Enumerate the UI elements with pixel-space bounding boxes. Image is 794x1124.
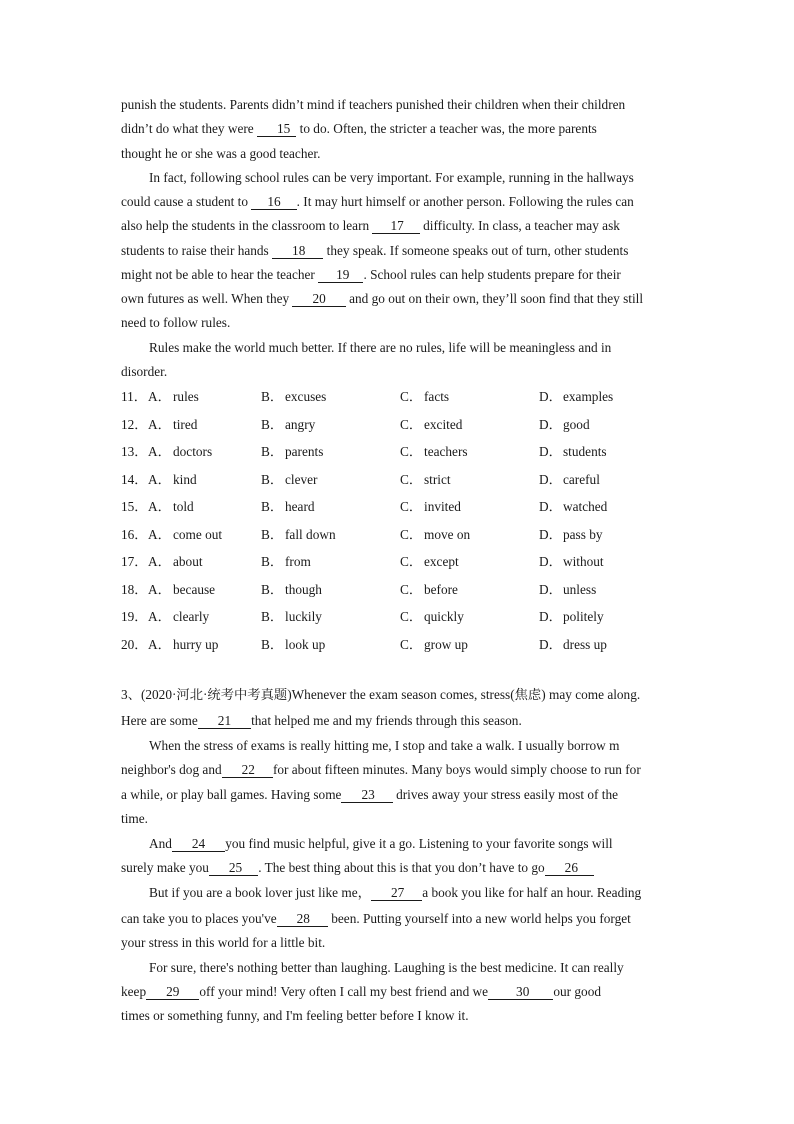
option-a[interactable] bbox=[148, 472, 197, 488]
blank-22[interactable]: 22 bbox=[222, 763, 273, 778]
option-a[interactable] bbox=[148, 417, 197, 433]
text: to do. Often, the stricter a teacher was, the more parents bbox=[296, 121, 597, 136]
option-a[interactable] bbox=[148, 609, 209, 625]
text: And bbox=[149, 836, 172, 851]
option-text: fall down bbox=[285, 526, 336, 542]
option-text: clearly bbox=[173, 609, 210, 624]
option-row bbox=[121, 527, 681, 543]
option-letter: C． bbox=[400, 471, 423, 487]
text: . School rules can help students prepare for their bbox=[363, 267, 621, 282]
text: keep bbox=[121, 984, 147, 999]
passage-line bbox=[149, 340, 611, 356]
passage-line bbox=[149, 738, 619, 754]
option-letter: A． bbox=[148, 471, 171, 487]
option-d[interactable] bbox=[539, 389, 613, 405]
option-letter: D． bbox=[539, 581, 562, 597]
passage-line bbox=[121, 315, 230, 331]
option-text: grow up bbox=[424, 636, 468, 652]
text: 3、(2020·河北·统考中考真题)Whenever the exam season comes, stress(焦虑) may come along. bbox=[121, 687, 641, 702]
question-number: 17． bbox=[121, 554, 148, 569]
passage-line bbox=[149, 885, 641, 901]
option-c[interactable] bbox=[400, 527, 470, 543]
option-b[interactable] bbox=[261, 499, 315, 515]
option-text: told bbox=[173, 499, 194, 514]
option-letter: C． bbox=[400, 416, 423, 432]
passage-line bbox=[121, 713, 522, 729]
text: they speak. If someone speaks out of turn, other students bbox=[323, 243, 629, 258]
text: and go out on their own, they’ll soon find that they still bbox=[345, 291, 644, 306]
option-d[interactable] bbox=[539, 527, 603, 543]
option-d[interactable] bbox=[539, 637, 607, 653]
option-text: move on bbox=[424, 526, 471, 542]
option-letter: A． bbox=[148, 444, 171, 459]
passage-line bbox=[121, 243, 628, 259]
option-c[interactable] bbox=[400, 472, 451, 488]
option-b[interactable] bbox=[261, 582, 322, 598]
option-letter: C． bbox=[400, 636, 423, 652]
option-text: clever bbox=[285, 471, 318, 487]
text: drives away your stress easily most of the bbox=[392, 787, 619, 802]
option-a[interactable] bbox=[148, 554, 203, 570]
option-row bbox=[121, 637, 681, 653]
passage-line bbox=[149, 170, 634, 186]
passage-line bbox=[121, 811, 148, 827]
option-c[interactable] bbox=[400, 417, 462, 433]
option-text: politely bbox=[563, 609, 604, 624]
text: But if you are a book lover just like me， bbox=[149, 885, 371, 900]
question-number: 15． bbox=[121, 499, 148, 514]
blank-27[interactable]: 27 bbox=[371, 886, 422, 901]
option-text: hurry up bbox=[173, 636, 219, 652]
passage-line bbox=[121, 911, 631, 927]
passage-line bbox=[121, 267, 621, 283]
option-d[interactable] bbox=[539, 554, 604, 570]
option-a[interactable] bbox=[148, 637, 218, 653]
question-3-header bbox=[121, 687, 640, 703]
option-a[interactable] bbox=[148, 527, 222, 543]
text: disorder. bbox=[121, 364, 168, 379]
option-letter: D． bbox=[539, 389, 562, 404]
text: your stress in this world for a little bit. bbox=[121, 935, 326, 950]
option-d[interactable] bbox=[539, 472, 600, 488]
passage-line bbox=[121, 97, 625, 113]
option-letter: B． bbox=[261, 471, 284, 487]
option-c[interactable] bbox=[400, 582, 458, 598]
option-letter: D． bbox=[539, 416, 562, 432]
option-letter: C． bbox=[400, 499, 423, 514]
option-c[interactable] bbox=[400, 389, 449, 405]
option-letter: B． bbox=[261, 636, 284, 652]
text: When the stress of exams is really hitting me, I stop and take a walk. I usually borrow m bbox=[149, 738, 620, 753]
question-number bbox=[121, 417, 148, 433]
option-text: unless bbox=[563, 581, 597, 597]
option-letter: A． bbox=[148, 416, 171, 432]
option-letter: D． bbox=[539, 554, 562, 569]
option-d[interactable] bbox=[539, 417, 590, 433]
passage-line bbox=[121, 762, 641, 778]
option-b[interactable] bbox=[261, 554, 311, 570]
passage-line bbox=[121, 935, 325, 951]
option-text: look up bbox=[285, 636, 326, 652]
blank-28[interactable]: 28 bbox=[277, 912, 328, 927]
option-letter: A． bbox=[148, 389, 171, 404]
option-d[interactable] bbox=[539, 444, 607, 460]
option-letter: C． bbox=[400, 581, 423, 597]
option-letter: A． bbox=[148, 526, 171, 542]
option-row bbox=[121, 472, 681, 488]
option-text: before bbox=[424, 581, 458, 597]
text: for about fifteen minutes. Many boys would simply choose to run for bbox=[272, 762, 641, 777]
option-c[interactable] bbox=[400, 554, 459, 570]
passage-line bbox=[121, 860, 594, 876]
text: Here are some bbox=[121, 713, 198, 728]
text: off your mind! Very often I call my best friend and we bbox=[199, 984, 489, 999]
option-text: angry bbox=[285, 416, 316, 432]
option-row bbox=[121, 417, 681, 433]
blank-19[interactable]: 19 bbox=[318, 268, 363, 283]
option-d[interactable] bbox=[539, 609, 604, 625]
blank-23[interactable]: 23 bbox=[341, 788, 392, 803]
blank-25[interactable]: 25 bbox=[209, 861, 258, 876]
option-b[interactable] bbox=[261, 609, 322, 625]
option-text: from bbox=[285, 554, 311, 569]
option-text: strict bbox=[424, 471, 451, 487]
option-b[interactable] bbox=[261, 637, 325, 653]
text: you find music helpful, give it a go. Listening to your favorite songs will bbox=[225, 836, 613, 851]
option-row bbox=[121, 499, 681, 515]
option-a[interactable] bbox=[148, 389, 199, 405]
question-number bbox=[121, 527, 148, 543]
question-number bbox=[121, 444, 148, 460]
option-a[interactable] bbox=[148, 444, 212, 460]
option-row bbox=[121, 444, 681, 460]
passage-line bbox=[121, 1008, 469, 1024]
option-text: because bbox=[173, 581, 216, 597]
text: Rules make the world much better. If there are no rules, life will be meaningless and in bbox=[149, 340, 612, 355]
text: times or something funny, and I'm feeling better before I know it. bbox=[121, 1008, 469, 1023]
text: need to follow rules. bbox=[121, 315, 231, 330]
text: thought he or she was a good teacher. bbox=[121, 146, 321, 161]
question-number: 11． bbox=[121, 389, 148, 404]
option-text: dress up bbox=[563, 636, 607, 652]
text: difficulty. In class, a teacher may ask bbox=[419, 218, 620, 233]
question-number: 20． bbox=[121, 636, 148, 652]
text: our good bbox=[553, 984, 601, 999]
option-letter: C． bbox=[400, 526, 423, 542]
question-number bbox=[121, 582, 148, 598]
question-number: 12． bbox=[121, 416, 148, 432]
option-text: teachers bbox=[424, 444, 468, 459]
option-text: students bbox=[563, 444, 607, 459]
option-letter: D． bbox=[539, 609, 562, 624]
option-letter: A． bbox=[148, 554, 171, 569]
option-d[interactable] bbox=[539, 582, 596, 598]
text: time. bbox=[121, 811, 148, 826]
text: been. Putting yourself into a new world helps you forget bbox=[327, 911, 631, 926]
question-number bbox=[121, 472, 148, 488]
option-text: examples bbox=[563, 389, 614, 404]
option-row bbox=[121, 389, 681, 405]
option-text: come out bbox=[173, 526, 223, 542]
option-letter: D． bbox=[539, 444, 562, 459]
option-c[interactable] bbox=[400, 444, 468, 460]
option-text: heard bbox=[285, 499, 315, 514]
blank-17[interactable]: 17 bbox=[372, 219, 419, 234]
passage-line bbox=[121, 291, 643, 307]
blank-15[interactable]: 15 bbox=[257, 122, 296, 137]
option-letter: B． bbox=[261, 581, 284, 597]
option-letter: D． bbox=[539, 636, 562, 652]
passage-line bbox=[121, 121, 597, 137]
passage-line bbox=[121, 787, 618, 803]
option-letter: A． bbox=[148, 636, 171, 652]
option-text: without bbox=[563, 554, 604, 569]
option-row bbox=[121, 609, 681, 625]
question-number: 14． bbox=[121, 471, 148, 487]
option-d[interactable] bbox=[539, 499, 607, 515]
text: For sure, there's nothing better than laughing. Laughing is the best medicine. It can really bbox=[149, 960, 624, 975]
text: students to raise their hands bbox=[121, 243, 273, 258]
option-row bbox=[121, 582, 681, 598]
option-b[interactable] bbox=[261, 417, 315, 433]
option-text: doctors bbox=[173, 444, 213, 459]
option-b[interactable] bbox=[261, 444, 323, 460]
option-letter: D． bbox=[539, 471, 562, 487]
question-number bbox=[121, 499, 148, 515]
option-c[interactable] bbox=[400, 637, 468, 653]
option-letter: C． bbox=[400, 444, 423, 459]
option-letter: A． bbox=[148, 609, 171, 624]
blank-21[interactable]: 21 bbox=[198, 714, 251, 729]
blank-20[interactable]: 20 bbox=[292, 292, 345, 307]
passage-line bbox=[121, 984, 601, 1000]
option-letter: B． bbox=[261, 416, 284, 432]
option-letter: B． bbox=[261, 526, 284, 542]
text: punish the students. Parents didn’t mind if teachers punished their children when their children bbox=[121, 97, 626, 112]
option-text: quickly bbox=[424, 609, 464, 624]
text: didn’t do what they were bbox=[121, 121, 258, 136]
text: surely make you bbox=[121, 860, 209, 875]
blank-16[interactable]: 16 bbox=[251, 195, 296, 210]
text: could cause a student to bbox=[121, 194, 252, 209]
option-letter: B． bbox=[261, 499, 284, 514]
blank-30[interactable]: 30 bbox=[488, 985, 553, 1000]
question-number: 18． bbox=[121, 581, 148, 597]
option-text: facts bbox=[424, 389, 450, 404]
option-text: except bbox=[424, 554, 459, 569]
text: . It may hurt himself or another person. Following the rules can bbox=[296, 194, 634, 209]
option-letter: A． bbox=[148, 499, 171, 514]
option-c[interactable] bbox=[400, 499, 461, 515]
blank-26[interactable]: 26 bbox=[545, 861, 594, 876]
option-a[interactable] bbox=[148, 499, 194, 515]
passage-line bbox=[149, 836, 613, 852]
passage-line bbox=[121, 218, 620, 234]
option-letter: C． bbox=[400, 554, 423, 569]
option-text: excited bbox=[424, 416, 463, 432]
option-text: about bbox=[173, 554, 203, 569]
option-text: parents bbox=[285, 444, 324, 459]
question-number bbox=[121, 609, 148, 625]
option-letter: D． bbox=[539, 526, 562, 542]
text: own futures as well. When they bbox=[121, 291, 293, 306]
option-letter: B． bbox=[261, 389, 284, 404]
option-letter: D． bbox=[539, 499, 562, 514]
question-number bbox=[121, 637, 148, 653]
option-a[interactable] bbox=[148, 582, 215, 598]
option-c[interactable] bbox=[400, 609, 464, 625]
option-text: tired bbox=[173, 416, 198, 432]
blank-29[interactable]: 29 bbox=[146, 985, 199, 1000]
option-b[interactable] bbox=[261, 472, 317, 488]
question-number bbox=[121, 389, 147, 405]
text: a book you like for half an hour. Reading bbox=[422, 885, 642, 900]
blank-18[interactable]: 18 bbox=[272, 244, 323, 259]
option-text: luckily bbox=[285, 609, 322, 624]
passage-line bbox=[121, 146, 320, 162]
question-number: 13． bbox=[121, 444, 148, 459]
question-number bbox=[121, 554, 148, 570]
option-text: careful bbox=[563, 471, 600, 487]
text: neighbor's dog and bbox=[121, 762, 222, 777]
option-letter: A． bbox=[148, 581, 171, 597]
option-letter: C． bbox=[400, 389, 423, 404]
option-text: though bbox=[285, 581, 322, 597]
passage-line bbox=[121, 364, 167, 380]
option-letter: C． bbox=[400, 609, 423, 624]
text: also help the students in the classroom to learn bbox=[121, 218, 373, 233]
text: might not be able to hear the teacher bbox=[121, 267, 319, 282]
text: . The best thing about this is that you don’t have to go bbox=[258, 860, 545, 875]
option-text: good bbox=[563, 416, 590, 432]
option-row bbox=[121, 554, 681, 570]
option-text: pass by bbox=[563, 526, 603, 542]
option-b[interactable] bbox=[261, 389, 326, 405]
option-letter: B． bbox=[261, 444, 284, 459]
option-letter: B． bbox=[261, 609, 284, 624]
passage-line bbox=[149, 960, 624, 976]
question-number: 16． bbox=[121, 526, 148, 542]
option-text: kind bbox=[173, 471, 197, 487]
option-text: watched bbox=[563, 499, 608, 514]
text: that helped me and my friends through this season. bbox=[251, 713, 522, 728]
option-b[interactable] bbox=[261, 527, 336, 543]
question-number: 19． bbox=[121, 609, 148, 624]
text: In fact, following school rules can be very important. For example, running in the hallways bbox=[149, 170, 634, 185]
text: can take you to places you've bbox=[121, 911, 277, 926]
option-letter: B． bbox=[261, 554, 284, 569]
option-text: invited bbox=[424, 499, 461, 514]
option-text: excuses bbox=[285, 389, 327, 404]
option-text: rules bbox=[173, 389, 199, 404]
blank-24[interactable]: 24 bbox=[172, 837, 225, 852]
text: a while, or play ball games. Having some bbox=[121, 787, 342, 802]
passage-line bbox=[121, 194, 634, 210]
